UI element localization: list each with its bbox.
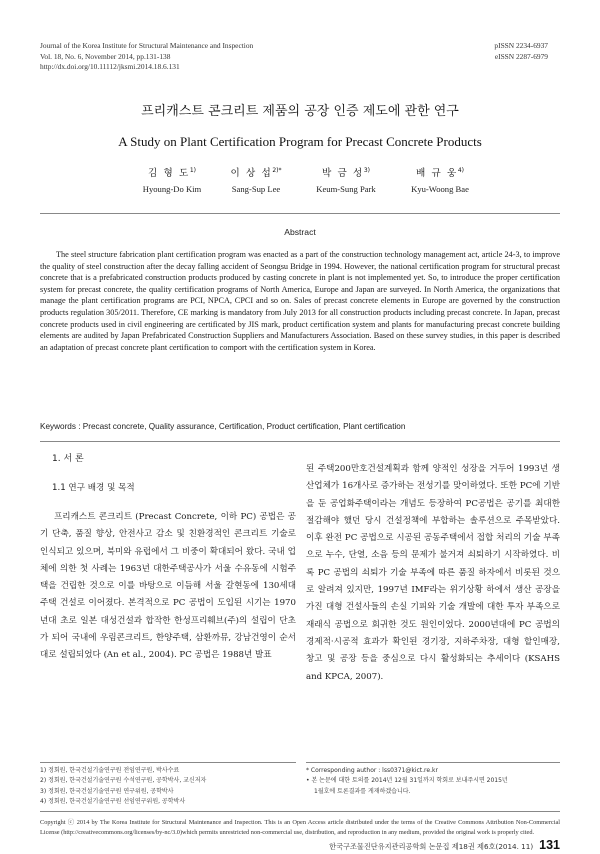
journal-footer (329, 836, 560, 854)
paper-title-english: A Study on Plant Certification Program for Precast Concrete Products (118, 134, 482, 149)
author-name-korean: 김 형 도 (147, 168, 190, 179)
section-heading-introduction: 1. 서 론 (52, 454, 84, 464)
author-4 (380, 165, 500, 194)
copyright-notice: Copyright ⓒ 2014 by The Korea Institute for Structural Maintenance and Inspection. This is an Open Access article distributed under the terms of the Creative Commons Attribution Non-Commercial License (http://creativecommons.org/licenses/by-nc/3.0)which permits unrestricted non-commercial use, distribution, and reproduction in any medium, provided the original work is properly cited. (40, 819, 560, 836)
footnote-rule-right (306, 762, 560, 763)
page-number: 131 (539, 838, 560, 852)
journal-name: Journal of the Korea Institute for Structural Maintenance and Inspection (40, 41, 254, 50)
author-name-korean: 박 금 성 (321, 168, 364, 179)
author-name-english: Sang-Sup Lee (231, 184, 281, 194)
issn-block (494, 41, 548, 62)
footnote: 4) 정회원, 한국건설기술연구원 선임연구위원, 공학박사 (40, 797, 186, 805)
paper-title-korean: 프리캐스트 콘크리트 제품의 공장 인증 제도에 관한 연구 (141, 104, 459, 119)
author-name-korean: 배 규 웅 (415, 168, 458, 179)
pissn: pISSN 2234-6937 (494, 41, 548, 50)
keywords: Keywords : Precast concrete, Quality assurance, Certification, Product certification, Plant certification (40, 422, 406, 431)
author-name-english: Kyu-Woong Bae (411, 184, 469, 194)
subsection-heading-background: 1.1 연구 배경 및 목적 (52, 483, 135, 493)
author-affiliation-mark: 1) (189, 167, 197, 174)
body-text-left-column: 프리캐스트 콘크리트 (Precast Concrete, 이하 PC) 공법은 공기 단축, 품질 향상, 안전사고 감소 및 친환경적인 콘크리트 기술로 인식되고 있으며, 북미와 유럽에서 그 비중이 확대되어 왔다. 국내 업체에 의한 첫 사례는 1963년 대한주택공사가 서울 수유동에 시험주택을 건립한 것으로 이를 바탕으로 이듬해 서울 갈현동에 130세대 주택 건설로 이어졌다. 본격적으로 PC 공법이 도입된 시기는 1970년대 초로 일본 대성건설과 합작한 한성프리훼브(주)의 설립이 단초가 되어 국내에 우림콘크리트, 한양주택, 삼환까뮤, 강남건영이 순서대로 설립되었다 (An et al., 2004). PC 공법은 1988년 발표 (40, 512, 296, 661)
abstract-bottom-rule (40, 441, 560, 442)
journal-volume: Vol. 18, No. 6, November 2014, pp.131-138 (40, 51, 171, 61)
journal-header (40, 41, 253, 73)
footnote: 2) 정회원, 한국건설기술연구원 수석연구원, 공학박사, 교신저자 (40, 777, 207, 785)
discussion-note: 1월호에 토론결과를 게재하겠습니다. (314, 787, 411, 795)
author-affiliations (40, 766, 296, 807)
abstract-heading: Abstract (284, 227, 316, 237)
footer-journal-title: 한국구조물진단유지관리공학회 논문집 제18권 제6호(2014. 11) (329, 842, 534, 851)
doi-link[interactable]: http://dx.doi.org/10.11112/jksmi.2014.18.6.131 (40, 62, 180, 72)
author-name-english: Keum-Sung Park (316, 184, 376, 194)
copyright-rule (40, 811, 560, 812)
abstract-top-rule (40, 213, 560, 214)
abstract-text: The steel structure fabrication plant certification program was enacted as a part of the construction technology management act, article 24-3, to improve the quality of steel construction after the decay falling accident of Seongsu Bridge in 1994. However, the national certification program for structural precast concrete that is a prefabricated construction products produced by casting concrete in plant is not implemented yet. So, to introduce the proper certification system for precast concrete, the quality certification programs of North America, Europe and Japan are surveyed. In North America, the organizations that manage the plant certification programs are PCI, NPCA, CPCI and so on. Sales of precast concrete elements in Europe are governed by the construction products regulation 305/2011. Therefore, CE marking is mandatory from July 2013 for all construction products including precast concrete. In Japan, precast concrete products used in civil engineering are certificated by JIS mark, product certification system and plants for manufacturing precast concrete building elements are audited by Japan Prefabricated Construction Suppliers and Manufacturers Association. Based on these survey studies, in this paper is described an adaptation of precast concrete plant certification to comport with the certification system in Korea. (40, 250, 560, 352)
footnote: 1) 정회원, 한국건설기술연구원 전임연구원, 박사수료 (40, 767, 180, 774)
corresponding-author: * Corresponding author : lss0371@kict.re.kr (306, 767, 438, 774)
author-name-korean: 이 상 섭 (230, 168, 273, 179)
footnote-rule-left (40, 762, 296, 763)
body-text-right-column: 된 주택200만호건설계획과 함께 양적인 성장을 거두어 1993년 생산업체가 16개사로 증가하는 전성기를 맞이하였다. 또한 PC에 기반을 둔 공업화주택이라는 개념도 등장하여 PC공법은 공기를 최대한 절감해야 했던 당시 건설정책에 부합하는 솔루션으로 주목받았다. 이후 완전 PC 공법으로 시공된 공동주택에서 접합 처리의 기술 부족으로 누수, 단열, 소음 등의 문제가 불거져 쇠퇴하기 시작하였다. 비록 PC 공법의 쇠퇴가 기술 부족에 따른 품질 하자에서 비롯된 것으로 알려져 있지만, 1997년 IMF라는 위기상황 하에서 생산 공장을 가진 대형 건설사들의 손실 기피와 기술 개발에 대한 투자 부족으로 재래식 공법으로 회귀한 것도 원인이었다. 2000년대에 PC 공법의 경제적·시공적 효과가 확인된 경기장, 지하주차장, 대형 할인매장, 창고 및 공장 등을 중심으로 다시 활성화되는 추세이다 (KSAHS and KPCA, 2007). (306, 464, 560, 682)
correspondence-notes (306, 766, 560, 797)
author-affiliation-mark: 2)* (272, 167, 282, 174)
author-name-english: Hyoung-Do Kim (142, 184, 202, 194)
author-affiliation-mark: 4) (457, 167, 465, 174)
discussion-note: • 본 논문에 대한 토의를 2014년 12월 31일까지 학회로 보내주시면 2015년 (306, 777, 508, 785)
eissn: eISSN 2287-6979 (494, 51, 548, 61)
footnote: 3) 정회원, 한국건설기술연구원 연구위원, 공학박사 (40, 787, 174, 795)
author-affiliation-mark: 3) (363, 167, 371, 174)
